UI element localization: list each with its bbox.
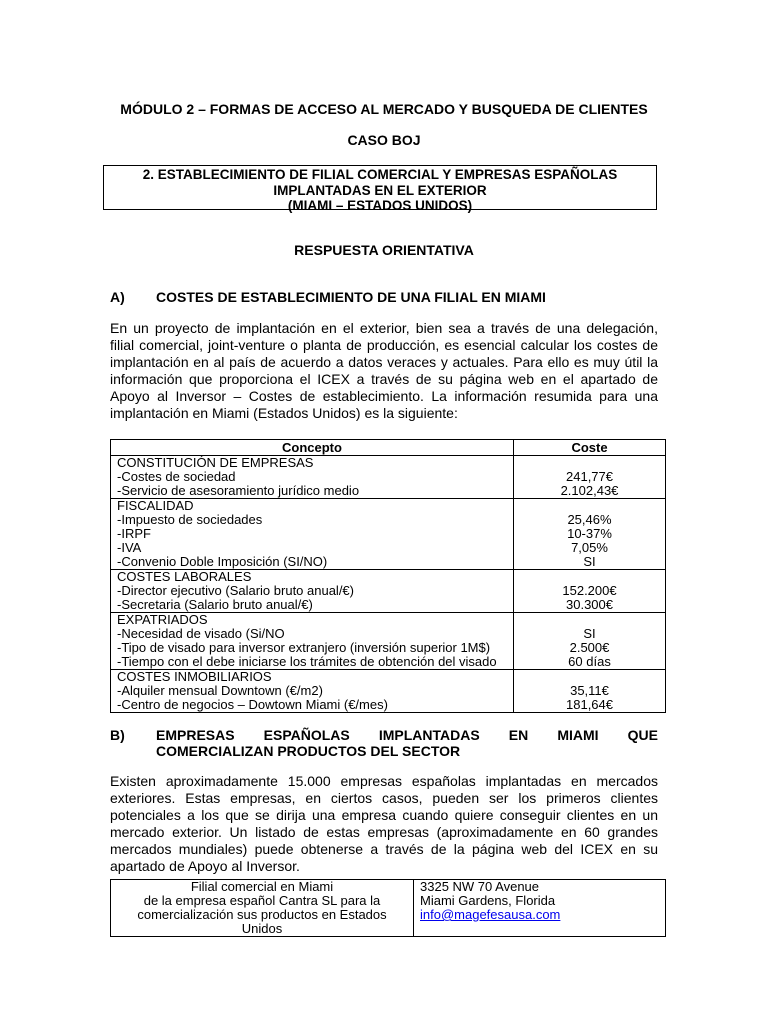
cost-line: 30.300€ <box>566 597 613 612</box>
section-title-line: 2. ESTABLECIMIENTO DE FILIAL COMERCIAL Y EMPRESAS ESPAÑOLAS <box>142 167 618 182</box>
table-row <box>111 613 666 670</box>
cost-line: 35,11€ <box>570 683 609 698</box>
cost-cell <box>514 456 666 499</box>
paragraph-line: información que proporciona el ICEX a través de su página web en el apartado de <box>110 371 658 387</box>
contact-table <box>110 879 666 937</box>
concept-cell <box>111 499 514 570</box>
cost-line: SI <box>583 626 596 641</box>
cost-line: 25,46% <box>567 512 612 527</box>
table-row <box>111 880 666 937</box>
concept-line: -Director ejecutivo (Salario bruto anual/€) <box>117 583 354 598</box>
concept-line: -Necesidad de visado (Si/NO <box>117 626 285 641</box>
concept-line: -IRPF <box>117 526 151 541</box>
table-header-row <box>111 440 666 456</box>
cost-line: 152.200€ <box>562 583 617 598</box>
column-header-concepto: Concepto <box>111 440 514 456</box>
answer-title: RESPUESTA ORIENTATIVA <box>294 242 474 258</box>
table-row <box>111 670 666 713</box>
concept-line: -Tiempo con el debe iniciarse los trámites de obtención del visado <box>117 654 497 669</box>
concept-line: -Convenio Doble Imposición (SI/NO) <box>117 554 328 569</box>
concept-line: -Costes de sociedad <box>117 469 236 484</box>
section-title-line: IMPLANTADAS EN EL EXTERIOR <box>273 182 487 198</box>
paragraph-line: mercado exterior. Un listado de estas empresas (aproximadamente en 60 grandes <box>110 824 658 840</box>
section-b-paragraph <box>110 773 658 875</box>
paragraph-line: filial comercial, joint-venture o planta de producción, es esencial calcular los costes de <box>110 337 658 353</box>
paragraph-line: Apoyo al Inversor – Costes de establecimiento. La información resumida para una <box>110 388 658 404</box>
cost-line: 181,64€ <box>566 697 613 712</box>
cost-line: 7,05% <box>571 540 608 555</box>
section-b-title: EMPRESAS ESPAÑOLAS IMPLANTADAS EN MIAMI QUE <box>156 727 658 743</box>
description-line: Unidos <box>241 921 283 936</box>
concept-line: COSTES LABORALES <box>117 569 252 584</box>
concept-line: -Impuesto de sociedades <box>117 512 263 527</box>
module-title: MÓDULO 2 – FORMAS DE ACCESO AL MERCADO Y BUSQUEDA DE CLIENTES <box>120 101 648 117</box>
concept-cell <box>111 613 514 670</box>
paragraph-line: implantación en al país de acuerdo a datos veraces y actuales. Para ello es muy útil la <box>110 354 658 370</box>
concept-line: COSTES INMOBILIARIOS <box>117 669 272 684</box>
cost-line: 2.102,43€ <box>560 483 619 498</box>
paragraph-line: Existen aproximadamente 15.000 empresas españolas implantadas en mercados <box>110 773 658 789</box>
concept-cell <box>111 670 514 713</box>
address-line: Miami Gardens, Florida <box>420 893 556 908</box>
email-link[interactable]: info@magefesausa.com <box>420 907 561 922</box>
concept-line: CONSTITUCIÓN DE EMPRESAS <box>117 455 314 470</box>
cost-cell <box>514 613 666 670</box>
section-a-title: COSTES DE ESTABLECIMIENTO DE UNA FILIAL EN MIAMI <box>156 289 546 305</box>
company-address-cell <box>414 880 666 937</box>
cost-cell <box>514 670 666 713</box>
paragraph-line: mercados mundiales) puede obtenerse a través de la página web del ICEX en su <box>110 841 658 857</box>
company-description-cell <box>111 880 414 937</box>
description-line: de la empresa español Cantra SL para la <box>143 893 381 908</box>
cost-line <box>520 613 659 627</box>
section-b-letter: B) <box>110 727 125 743</box>
section-b-title: COMERCIALIZAN PRODUCTOS DEL SECTOR <box>156 743 461 759</box>
description-line: Filial comercial en Miami <box>190 879 334 894</box>
cost-cell <box>514 499 666 570</box>
paragraph-line: exteriores. Estas empresas, en ciertos casos, pueden ser los primeros clientes <box>110 790 658 806</box>
table-row <box>111 570 666 613</box>
cost-line: 60 días <box>568 654 611 669</box>
cost-line <box>520 456 659 470</box>
concept-line: -Servicio de asesoramiento jurídico medio <box>117 483 360 498</box>
paragraph-line: apartado de Apoyo al Inversor. <box>110 858 300 874</box>
address-line: 3325 NW 70 Avenue <box>420 879 540 894</box>
cost-cell <box>514 570 666 613</box>
paragraph-line: implantación en Miami (Estados Unidos) es la siguiente: <box>110 405 458 421</box>
concept-line: -Secretaria (Salario bruto anual/€) <box>117 597 313 612</box>
concept-line: -Tipo de visado para inversor extranjero (inversión superior 1M$) <box>117 640 491 655</box>
paragraph-line: En un proyecto de implantación en el exterior, bien sea a través de una delegación, <box>110 320 658 336</box>
cost-line <box>520 670 659 684</box>
paragraph-line: potenciales a los que se dirija una empresa cuando quiere conseguir clientes en un <box>110 807 658 823</box>
concept-line: -IVA <box>117 540 142 555</box>
concept-line: EXPATRIADOS <box>117 612 208 627</box>
section-a-letter: A) <box>110 289 125 305</box>
cost-line <box>520 570 659 584</box>
cost-table <box>110 439 666 713</box>
table-row <box>111 456 666 499</box>
cost-line: 2.500€ <box>569 640 610 655</box>
cost-line: 241,77€ <box>566 469 613 484</box>
section-title-line: (MIAMI – ESTADOS UNIDOS) <box>287 198 473 213</box>
concept-line: -Alquiler mensual Downtown (€/m2) <box>117 683 323 698</box>
cost-line: SI <box>583 554 596 569</box>
section-title-box <box>103 165 657 213</box>
cost-line <box>520 499 659 513</box>
section-a-paragraph <box>110 320 658 422</box>
case-title: CASO BOJ <box>347 132 421 148</box>
table-row <box>111 499 666 570</box>
column-header-coste: Coste <box>514 440 666 456</box>
concept-line: FISCALIDAD <box>117 498 194 513</box>
concept-cell <box>111 456 514 499</box>
concept-line: -Centro de negocios – Dowtown Miami (€/mes) <box>117 697 388 712</box>
description-line: comercialización sus productos en Estados <box>137 907 387 922</box>
concept-cell <box>111 570 514 613</box>
cost-line: 10-37% <box>567 526 612 541</box>
